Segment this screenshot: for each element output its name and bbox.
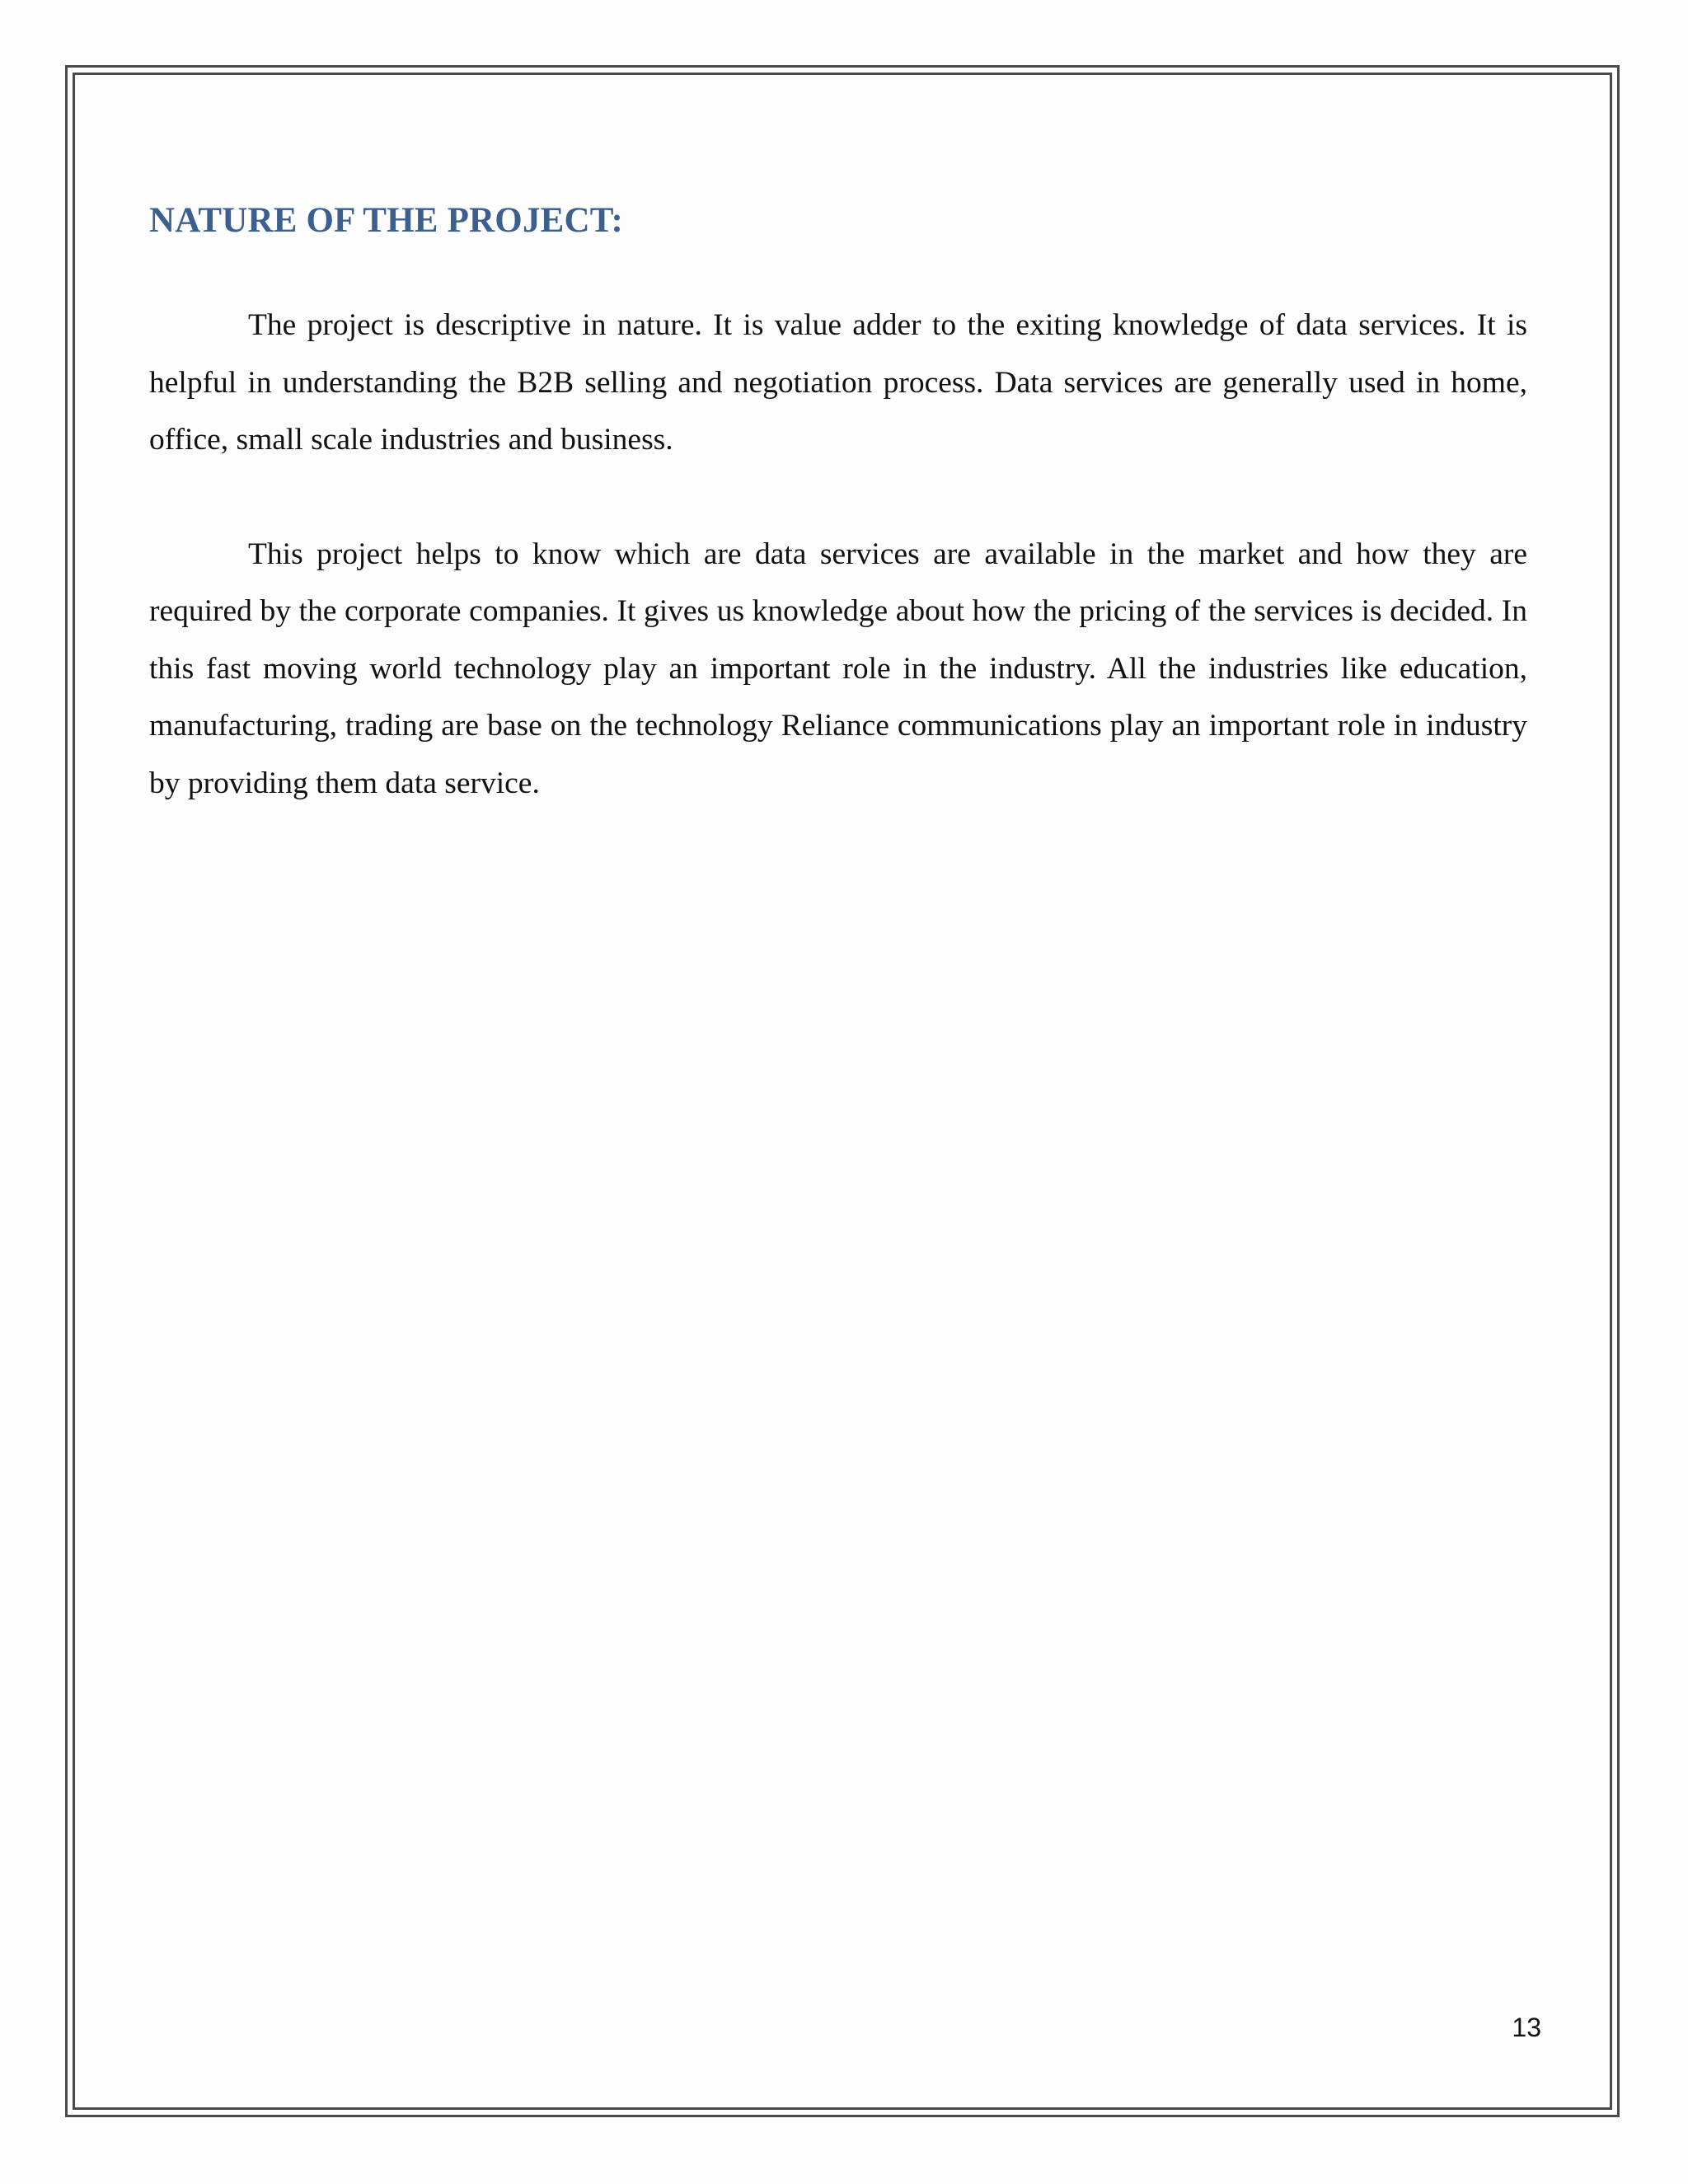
page-content xyxy=(149,196,1527,812)
body-paragraph-1: The project is descriptive in nature. It is value adder to the exiting knowledge of data services. It is helpful in understanding the B2B selling and negotiation process. Data services are generally used in home, office, small scale industries and business. xyxy=(149,308,1527,457)
section-heading: NATURE OF THE PROJECT: xyxy=(149,201,623,240)
body-paragraph-2: This project helps to know which are data services are available in the market and how they are required by the corporate companies. It gives us knowledge about how the pricing of the services is decided. In this fast moving world technology play an important role in the industry. All the industries like education, manufacturing, trading are base on the technology Reliance communications play an important role in industry by providing them data service. xyxy=(149,537,1527,800)
page-number: 13 xyxy=(1512,2013,1541,2042)
